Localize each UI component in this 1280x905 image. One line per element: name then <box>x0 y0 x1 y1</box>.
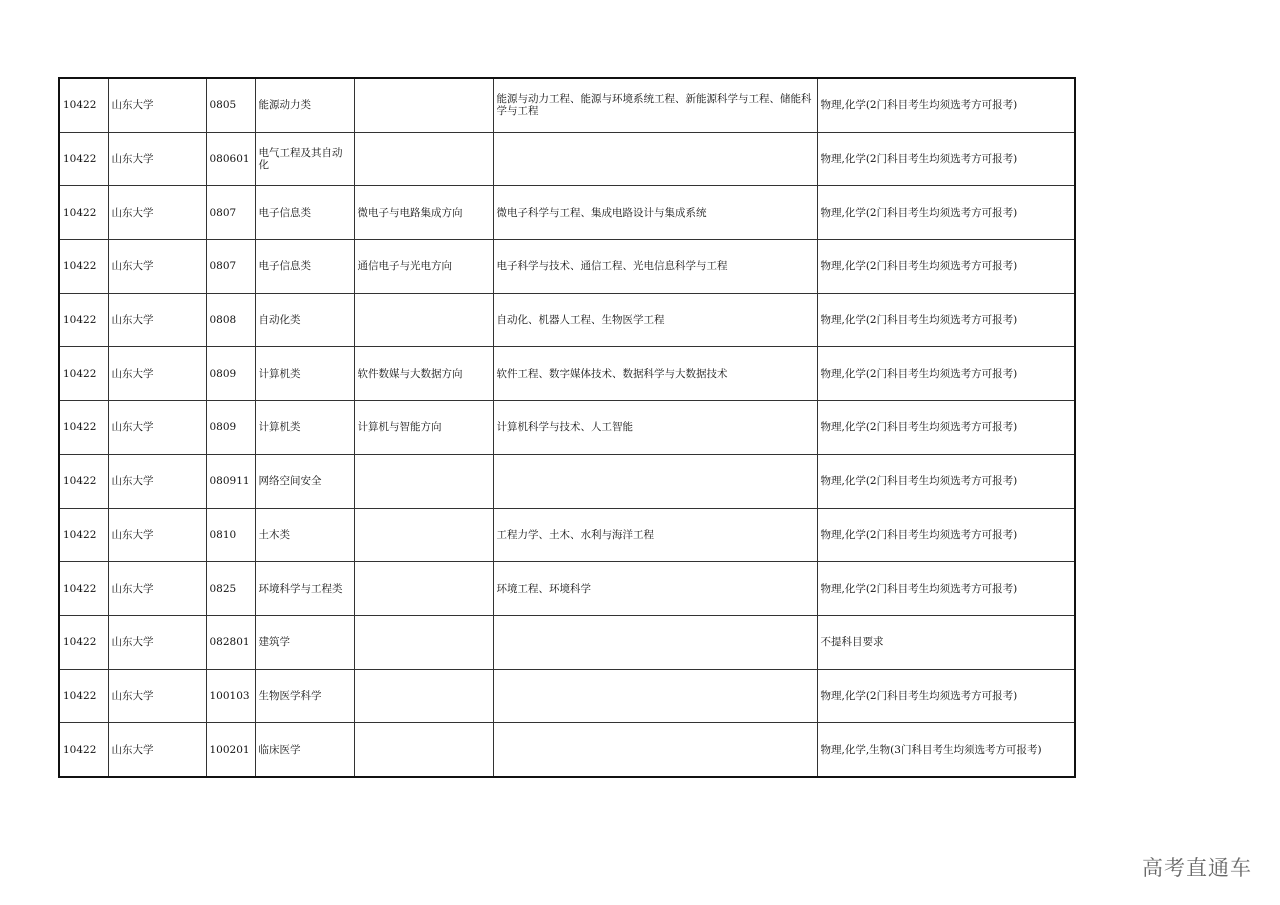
major-code-cell: 100201 <box>206 723 255 777</box>
major-code-cell: 0809 <box>206 347 255 401</box>
school-name-cell: 山东大学 <box>108 508 206 562</box>
direction-cell <box>354 454 493 508</box>
included-majors-cell: 软件工程、数字媒体技术、数据科学与大数据技术 <box>493 347 817 401</box>
subject-requirement-cell: 物理,化学(2门科目考生均须选考方可报考) <box>817 186 1075 240</box>
subject-requirement-cell: 不提科目要求 <box>817 615 1075 669</box>
table-row <box>59 562 1075 616</box>
major-name-cell: 生物医学科学 <box>255 669 354 723</box>
major-code-cell: 082801 <box>206 615 255 669</box>
direction-cell <box>354 615 493 669</box>
major-code-cell: 0807 <box>206 186 255 240</box>
school-name-cell: 山东大学 <box>108 78 206 132</box>
major-name-cell: 建筑学 <box>255 615 354 669</box>
direction-cell <box>354 562 493 616</box>
included-majors-cell: 自动化、机器人工程、生物医学工程 <box>493 293 817 347</box>
table-row <box>59 669 1075 723</box>
major-code-cell: 0808 <box>206 293 255 347</box>
direction-cell <box>354 293 493 347</box>
included-majors-cell: 工程力学、土木、水利与海洋工程 <box>493 508 817 562</box>
table-row <box>59 347 1075 401</box>
included-majors-cell: 微电子科学与工程、集成电路设计与集成系统 <box>493 186 817 240</box>
school-name-cell: 山东大学 <box>108 669 206 723</box>
major-name-cell: 电子信息类 <box>255 186 354 240</box>
school-code-cell: 10422 <box>59 347 108 401</box>
subject-requirement-cell: 物理,化学(2门科目考生均须选考方可报考) <box>817 401 1075 455</box>
major-code-cell: 080911 <box>206 454 255 508</box>
school-name-cell: 山东大学 <box>108 293 206 347</box>
school-code-cell: 10422 <box>59 562 108 616</box>
school-name-cell: 山东大学 <box>108 615 206 669</box>
subject-requirement-cell: 物理,化学(2门科目考生均须选考方可报考) <box>817 669 1075 723</box>
major-code-cell: 080601 <box>206 132 255 186</box>
school-code-cell: 10422 <box>59 401 108 455</box>
school-code-cell: 10422 <box>59 669 108 723</box>
school-name-cell: 山东大学 <box>108 562 206 616</box>
school-code-cell: 10422 <box>59 508 108 562</box>
subject-requirement-cell: 物理,化学(2门科目考生均须选考方可报考) <box>817 508 1075 562</box>
school-name-cell: 山东大学 <box>108 401 206 455</box>
school-code-cell: 10422 <box>59 723 108 777</box>
school-name-cell: 山东大学 <box>108 347 206 401</box>
included-majors-cell: 能源与动力工程、能源与环境系统工程、新能源科学与工程、储能科学与工程 <box>493 78 817 132</box>
direction-cell <box>354 132 493 186</box>
school-code-cell: 10422 <box>59 186 108 240</box>
major-code-cell: 0810 <box>206 508 255 562</box>
subject-requirement-cell: 物理,化学(2门科目考生均须选考方可报考) <box>817 132 1075 186</box>
table-row <box>59 240 1075 294</box>
major-code-cell: 0805 <box>206 78 255 132</box>
included-majors-cell <box>493 669 817 723</box>
major-name-cell: 土木类 <box>255 508 354 562</box>
table-row <box>59 454 1075 508</box>
school-name-cell: 山东大学 <box>108 240 206 294</box>
included-majors-cell <box>493 132 817 186</box>
school-code-cell: 10422 <box>59 78 108 132</box>
table-row <box>59 186 1075 240</box>
table-body <box>59 78 1075 777</box>
direction-cell <box>354 508 493 562</box>
table-row <box>59 78 1075 132</box>
included-majors-cell <box>493 454 817 508</box>
included-majors-cell: 环境工程、环境科学 <box>493 562 817 616</box>
school-name-cell: 山东大学 <box>108 186 206 240</box>
included-majors-cell <box>493 615 817 669</box>
major-name-cell: 能源动力类 <box>255 78 354 132</box>
subject-requirement-cell: 物理,化学(2门科目考生均须选考方可报考) <box>817 562 1075 616</box>
subject-requirement-cell: 物理,化学(2门科目考生均须选考方可报考) <box>817 347 1075 401</box>
subject-requirement-cell: 物理,化学,生物(3门科目考生均须选考方可报考) <box>817 723 1075 777</box>
major-name-cell: 网络空间安全 <box>255 454 354 508</box>
included-majors-cell: 电子科学与技术、通信工程、光电信息科学与工程 <box>493 240 817 294</box>
included-majors-cell <box>493 723 817 777</box>
table-row <box>59 293 1075 347</box>
major-name-cell: 计算机类 <box>255 347 354 401</box>
table-row <box>59 132 1075 186</box>
subject-requirement-cell: 物理,化学(2门科目考生均须选考方可报考) <box>817 78 1075 132</box>
school-name-cell: 山东大学 <box>108 132 206 186</box>
major-name-cell: 计算机类 <box>255 401 354 455</box>
direction-cell: 微电子与电路集成方向 <box>354 186 493 240</box>
major-name-cell: 临床医学 <box>255 723 354 777</box>
subject-requirement-cell: 物理,化学(2门科目考生均须选考方可报考) <box>817 293 1075 347</box>
direction-cell: 通信电子与光电方向 <box>354 240 493 294</box>
major-code-cell: 0807 <box>206 240 255 294</box>
major-name-cell: 环境科学与工程类 <box>255 562 354 616</box>
school-code-cell: 10422 <box>59 293 108 347</box>
direction-cell <box>354 723 493 777</box>
table-row <box>59 723 1075 777</box>
major-code-cell: 0825 <box>206 562 255 616</box>
watermark: 高考直通车 <box>1142 856 1252 880</box>
major-code-cell: 0809 <box>206 401 255 455</box>
school-name-cell: 山东大学 <box>108 454 206 508</box>
included-majors-cell: 计算机科学与技术、人工智能 <box>493 401 817 455</box>
subject-requirement-cell: 物理,化学(2门科目考生均须选考方可报考) <box>817 454 1075 508</box>
direction-cell <box>354 669 493 723</box>
direction-cell <box>354 78 493 132</box>
major-name-cell: 电气工程及其自动化 <box>255 132 354 186</box>
school-code-cell: 10422 <box>59 132 108 186</box>
direction-cell: 软件数媒与大数据方向 <box>354 347 493 401</box>
table-row <box>59 615 1075 669</box>
school-name-cell: 山东大学 <box>108 723 206 777</box>
major-code-cell: 100103 <box>206 669 255 723</box>
major-name-cell: 自动化类 <box>255 293 354 347</box>
school-code-cell: 10422 <box>59 240 108 294</box>
direction-cell: 计算机与智能方向 <box>354 401 493 455</box>
table-row <box>59 401 1075 455</box>
major-name-cell: 电子信息类 <box>255 240 354 294</box>
subject-requirement-cell: 物理,化学(2门科目考生均须选考方可报考) <box>817 240 1075 294</box>
table-row <box>59 508 1075 562</box>
school-code-cell: 10422 <box>59 615 108 669</box>
subject-requirements-table <box>58 77 1076 778</box>
school-code-cell: 10422 <box>59 454 108 508</box>
